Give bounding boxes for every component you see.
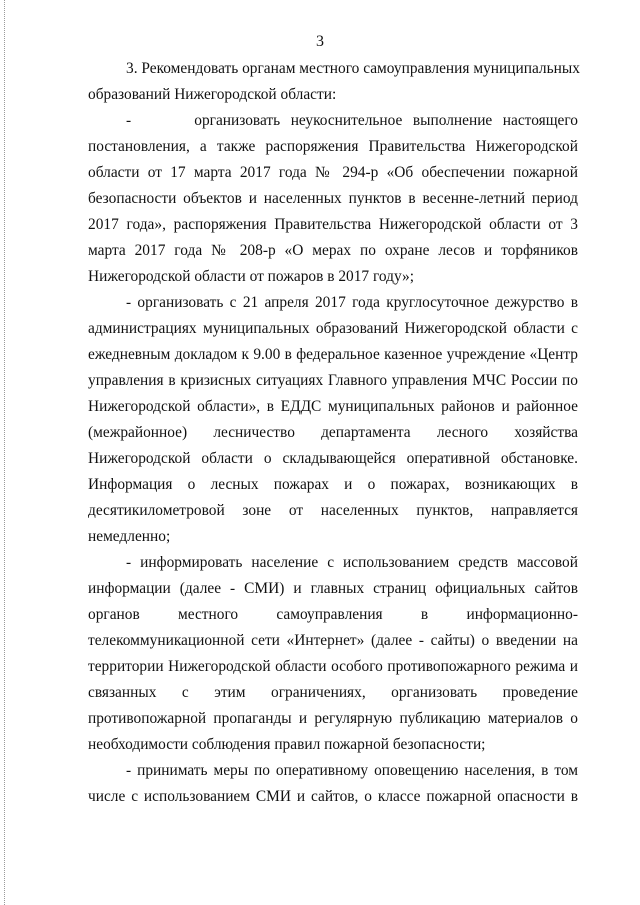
text-line: 2017 года», распоряжения Правительства Нижегородской области от 3	[88, 216, 578, 233]
document-body	[88, 56, 578, 810]
text-line: - организовать с 21 апреля 2017 года круглосуточное дежурство в	[126, 294, 578, 311]
text-line: - организовать неукоснительное выполнение настоящего	[126, 112, 578, 129]
text-line: постановления, а также распоряжения Правительства Нижегородской	[88, 138, 578, 155]
text-line: немедленно;	[88, 528, 171, 545]
text-line: Нижегородской области о складывающейся оперативной обстановке.	[88, 450, 578, 467]
text-line: территории Нижегородской области особого противопожарного режима и	[88, 658, 578, 675]
text-line: Информация о лесных пожарах и о пожарах, возникающих в	[88, 476, 578, 493]
page-number: 3	[316, 33, 324, 50]
text-line: управления в кризисных ситуациях Главного управления МЧС России по	[88, 372, 578, 389]
scan-edge-line	[4, 0, 5, 905]
text-line: информации (далее - СМИ) и главных страниц официальных сайтов	[88, 580, 578, 597]
text-line: области от 17 марта 2017 года № 294-р «Об обеспечении пожарной	[88, 164, 578, 181]
text-line: необходимости соблюдения правил пожарной безопасности;	[88, 736, 486, 753]
text-line: связанных с этим ограничениях, организовать проведение	[88, 684, 578, 701]
text-line: - информировать население с использованием средств массовой	[126, 554, 578, 571]
text-line: ежедневным докладом к 9.00 в федеральное казенное учреждение «Центр	[88, 346, 578, 363]
text-line: Нижегородской области от пожаров в 2017 году»;	[88, 268, 415, 285]
text-line: марта 2017 года № 208-р «О мерах по охране лесов и торфяников	[88, 242, 578, 259]
text-line: 3. Рекомендовать органам местного самоуправления муниципальных	[126, 60, 580, 77]
text-line: числе с использованием СМИ и сайтов, о классе пожарной опасности в	[88, 788, 578, 805]
text-line: телекоммуникационной сети «Интернет» (далее - сайты) о введении на	[88, 632, 578, 649]
text-line: органов местного самоуправления в информационно-	[88, 606, 578, 623]
text-line: образований Нижегородской области:	[88, 86, 337, 103]
text-line: Нижегородской области», в ЕДДС муниципальных районов и районное	[88, 398, 578, 415]
text-line: администрациях муниципальных образований Нижегородской области с	[88, 320, 578, 337]
text-line: противопожарной пропаганды и регулярную публикацию материалов о	[88, 710, 578, 727]
text-line: десятикилометровой зоне от населенных пунктов, направляется	[88, 502, 578, 519]
text-line: безопасности объектов и населенных пунктов в весенне-летний период	[88, 190, 578, 207]
text-line: (межрайонное) лесничество департамента лесного хозяйства	[88, 424, 578, 441]
text-line: - принимать меры по оперативному оповещению населения, в том	[126, 762, 578, 779]
